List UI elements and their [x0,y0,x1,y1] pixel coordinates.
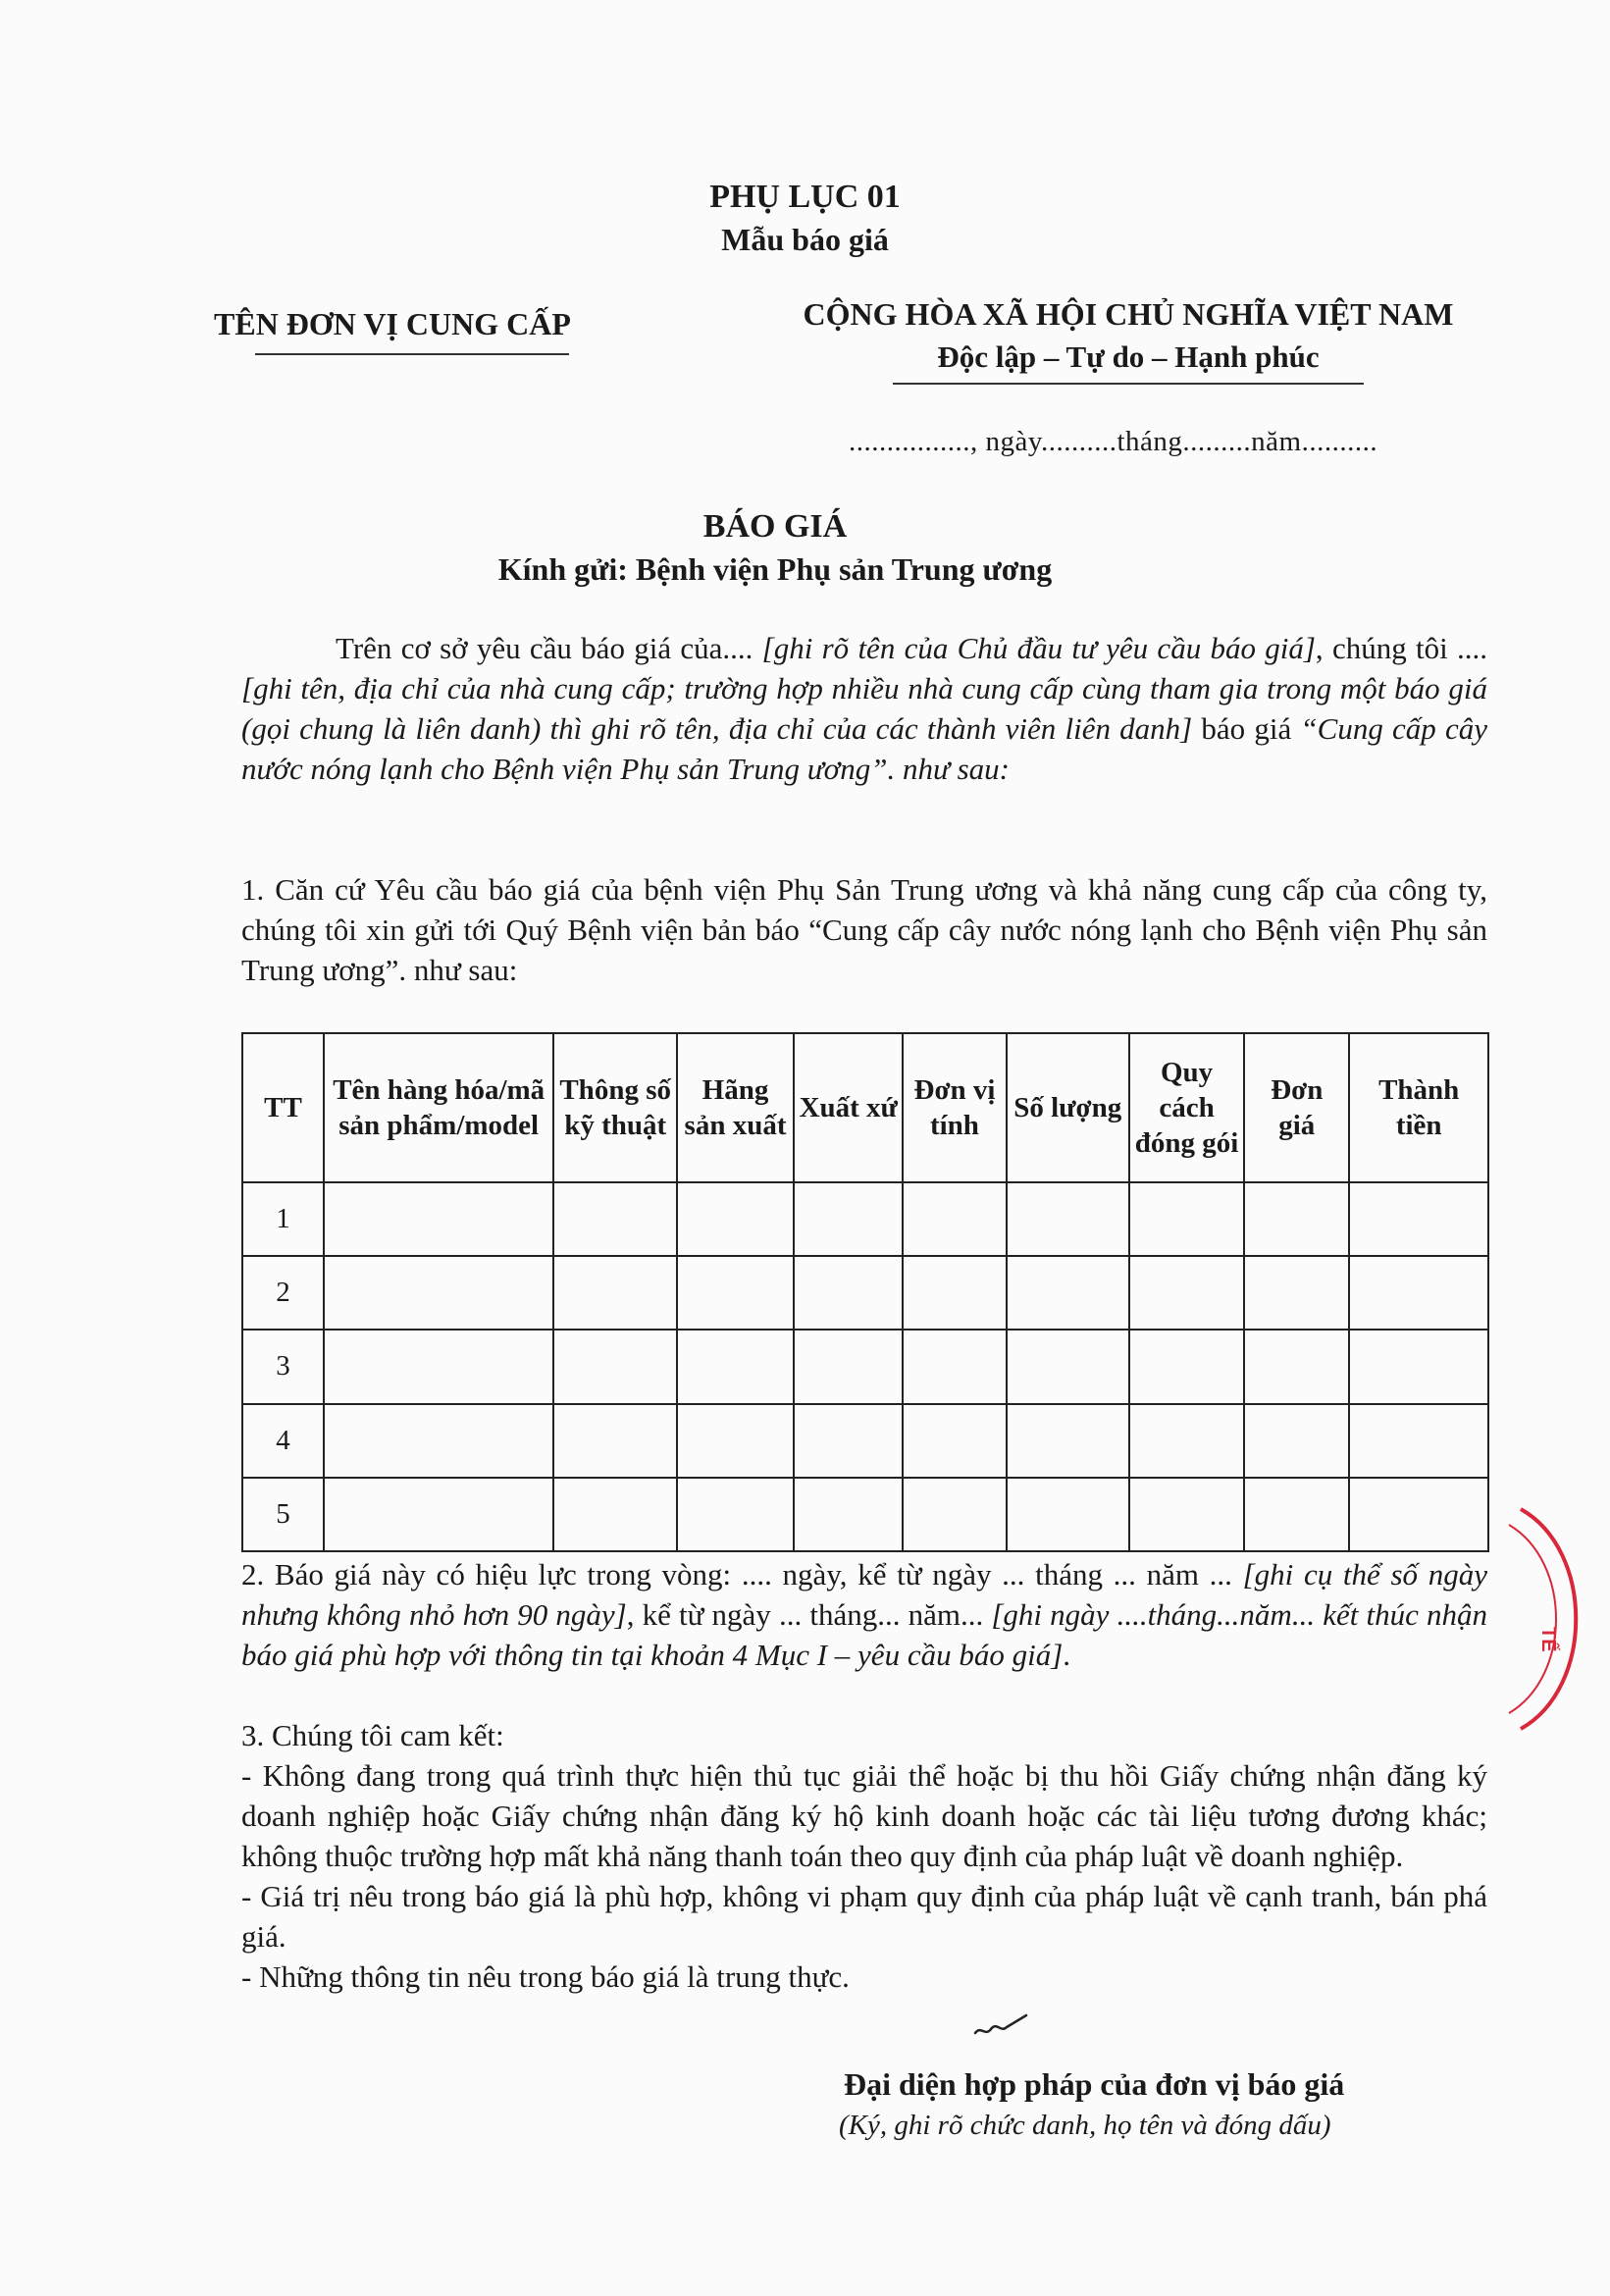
table-row [242,1478,1488,1551]
row-number: 3 [242,1330,324,1403]
table-header-cell: Xuất xứ [794,1033,903,1182]
table-header-cell: Tên hàng hóa/mã sản phẩm/model [324,1033,554,1182]
table-cell [794,1404,903,1478]
validity-paragraph [241,1554,1487,1675]
quote-table [241,1032,1489,1552]
intro-text-e: báo giá [1192,711,1301,746]
table-cell [1129,1256,1244,1330]
table-header-cell: Quy cách đóng gói [1129,1033,1244,1182]
table-cell [903,1478,1006,1551]
table-header-row [242,1033,1488,1182]
table-cell [903,1404,1006,1478]
intro-text-d: [ghi tên, địa chỉ của nhà cung cấp; trường hợp nhiều nhà cung cấp cùng tham gia trong một báo giá (gọi chung là liên danh) thì ghi rõ tên, địa chỉ của các thành viên liên danh] [241,671,1487,746]
table-header-cell: Đơn vị tính [903,1033,1006,1182]
table-cell [324,1404,554,1478]
commitment-item: - Không đang trong quá trình thực hiện thủ tục giải thể hoặc bị thu hồi Giấy chứng nhận đăng ký doanh nghiệp hoặc Giấy chứng nhận đăng ký hộ kinh doanh hoặc các tài liệu tương đương khác; không thuộc trường hợp mất khả năng thanh toán theo quy định của pháp luật về doanh nghiệp. [241,1758,1487,1873]
table-header-cell: Hãng sản xuất [677,1033,794,1182]
table-cell [1007,1330,1129,1403]
table-cell [794,1478,903,1551]
table-cell [324,1182,554,1256]
table-header-cell: Số lượng [1007,1033,1129,1182]
table-header-cell: Đơn giá [1244,1033,1349,1182]
table-cell [324,1478,554,1551]
red-stamp [1501,1501,1610,1737]
annex-title: PHỤ LỤC 01 [709,179,901,215]
table-cell [677,1256,794,1330]
table-cell [1007,1256,1129,1330]
commitment-item: - Giá trị nêu trong báo giá là phù hợp, không vi phạm quy định của pháp luật về cạnh tranh, bán phá giá. [241,1879,1487,1954]
table-cell [677,1330,794,1403]
table-header-cell: TT [242,1033,324,1182]
intro-text-f: “Cung cấp cây nước nóng lạnh cho Bệnh viện Phụ sản Trung ương”. như sau: [241,711,1487,786]
table-cell [1244,1182,1349,1256]
table-cell [794,1256,903,1330]
row-number: 2 [242,1256,324,1330]
table-cell [677,1182,794,1256]
table-header-cell: Thông số kỹ thuật [553,1033,676,1182]
table-cell [903,1256,1006,1330]
republic-title: CỘNG HÒA XÃ HỘI CHỦ NGHĨA VIỆT NAM [803,296,1454,332]
table-cell [553,1182,676,1256]
commitment-heading: 3. Chúng tôi cam kết: [241,1718,504,1752]
table-cell [903,1182,1006,1256]
table-cell [1007,1404,1129,1478]
table-cell [553,1478,676,1551]
table-cell [1244,1256,1349,1330]
row-number: 5 [242,1478,324,1551]
validity-text-b: [ghi cụ thể số ngày nhưng không nhỏ hơn 90 ngày] [241,1557,1487,1632]
table-row [242,1182,1488,1256]
table-cell [903,1330,1006,1403]
table-header-cell: Thành tiền [1349,1033,1488,1182]
table-row [242,1256,1488,1330]
table-cell [1244,1478,1349,1551]
section-1-paragraph: 1. Căn cứ Yêu cầu báo giá của bệnh viện Phụ Sản Trung ương và khả năng cung cấp của công ty, chúng tôi xin gửi tới Quý Bệnh viện bản báo “Cung cấp cây nước nóng lạnh cho Bệnh viện Phụ sản Trung ương”. như sau: [241,872,1487,987]
signature-title: Đại diện hợp pháp của đơn vị báo giá [844,2066,1345,2102]
table-cell [553,1330,676,1403]
row-number: 1 [242,1182,324,1256]
table-cell [1129,1478,1244,1551]
table-cell [1129,1182,1244,1256]
table-cell [677,1404,794,1478]
validity-text-c: , kể từ ngày ... tháng... năm... [626,1597,992,1632]
table-cell [794,1182,903,1256]
validity-text-a: 2. Báo giá này có hiệu lực trong vòng: .... ngày, kể từ ngày ... tháng ... năm ... [241,1557,1243,1592]
intro-text-c: , chúng tôi .... [1315,631,1487,665]
supplier-name: TÊN ĐƠN VỊ CUNG CẤP [214,306,571,341]
table-row [242,1404,1488,1478]
row-number: 4 [242,1404,324,1478]
motto-underline [893,383,1364,385]
commitment-item: - Những thông tin nêu trong báo giá là trung thực. [241,1959,850,1994]
document-title: BÁO GIÁ [702,508,848,545]
table-cell [1007,1182,1129,1256]
table-cell [1349,1256,1488,1330]
table-cell [1349,1182,1488,1256]
table-cell [677,1478,794,1551]
intro-paragraph [241,628,1487,789]
supplier-underline [255,353,569,355]
recipient: Kính gửi: Bệnh viện Phụ sản Trung ương [497,551,1053,587]
table-cell [1007,1478,1129,1551]
commitment-section [241,1715,1487,1997]
table-row [242,1330,1488,1403]
table-cell [1129,1404,1244,1478]
intro-text-b: [ghi rõ tên của Chủ đầu tư yêu cầu báo giá] [761,631,1316,665]
table-cell [1349,1478,1488,1551]
dateline: ................, ngày..........tháng.........năm.......... [849,426,1378,457]
table-cell [324,1330,554,1403]
table-cell [553,1404,676,1478]
table-cell [553,1256,676,1330]
table-cell [324,1256,554,1330]
motto: Độc lập – Tự do – Hạnh phúc [937,339,1320,374]
table-cell [1349,1330,1488,1403]
table-cell [1129,1330,1244,1403]
validity-text-e: . [1063,1638,1071,1672]
table-cell [1349,1404,1488,1478]
table-cell [794,1330,903,1403]
table-cell [1244,1404,1349,1478]
signature-note: (Ký, ghi rõ chức danh, họ tên và đóng dấu) [839,2110,1331,2141]
table-cell [1244,1330,1349,1403]
annex-subtitle: Mẫu báo giá [721,222,889,257]
intro-text-a: Trên cơ sở yêu cầu báo giá của.... [336,631,762,665]
initial-signature [971,2011,1030,2041]
validity-text-d: [ghi ngày ....tháng...năm... kết thúc nhận báo giá phù hợp với thông tin tại khoản 4 Mục I – yêu cầu báo giá] [241,1597,1487,1672]
stamp-text: TẾ [1537,1627,1559,1652]
